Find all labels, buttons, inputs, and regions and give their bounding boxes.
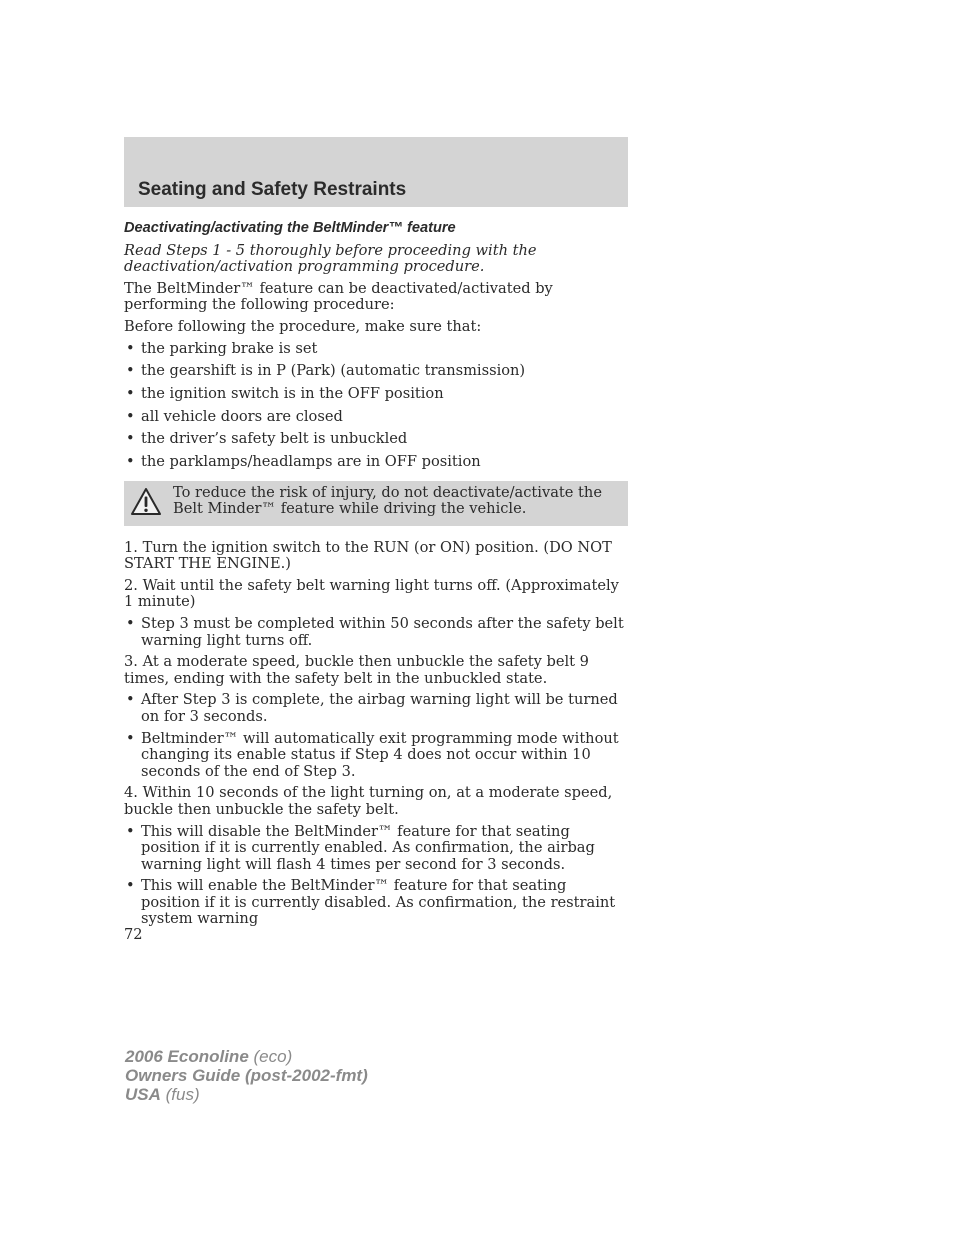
step-2-notes: [124, 616, 628, 649]
intro-paragraph: Read Steps 1 - 5 thoroughly before proceeding with the deactivation/activation programming procedure.: [124, 241, 537, 276]
page-content: [124, 220, 628, 933]
step-4: 4. Within 10 seconds of the light turning on, at a moderate speed, buckle then unbuckle the safety belt.: [124, 784, 613, 818]
bullet-icon: •: [126, 362, 135, 380]
list-item: • After Step 3 is complete, the airbag warning light will be turned on for 3 seconds.: [126, 691, 618, 725]
bullet-icon: •: [126, 822, 135, 840]
list-item: • This will enable the BeltMinder™ feature for that seating position if it is currently disabled. As confirmation, the restraint system warning: [126, 877, 616, 928]
paragraph-1: The BeltMinder™ feature can be deactivated/activated by performing the following procedure:: [124, 279, 553, 314]
list-item: • the parking brake is set: [126, 339, 318, 357]
bullet-icon: •: [126, 877, 135, 895]
document-footer: [125, 1047, 368, 1104]
list-item: • the driver’s safety belt is unbuckled: [126, 430, 408, 448]
section-title: Seating and Safety Restraints: [138, 179, 407, 200]
list-item: • the gearshift is in P (Park) (automatic transmission): [126, 362, 526, 380]
conditions-list: [124, 341, 628, 471]
list-item: • Beltminder™ will automatically exit programming mode without changing its enable status if Step 4 does not occur within 10 seconds of the end of Step 3.: [126, 729, 619, 780]
list-item: • the parklamps/headlamps are in OFF position: [126, 453, 481, 470]
footer-line-region: USA (fus): [125, 1085, 200, 1104]
step-1: 1. Turn the ignition switch to the RUN (or ON) position. (DO NOT START THE ENGINE.): [124, 538, 612, 573]
step-3-notes: [124, 692, 628, 780]
bullet-icon: •: [126, 453, 135, 470]
list-item: • This will disable the BeltMinder™ feature for that seating position if it is currently enabled. As confirmation, the airbag warning light will flash 4 times per second for 3 seconds.: [126, 822, 595, 873]
footer-line-model: 2006 Econoline (eco): [125, 1047, 293, 1066]
bullet-icon: •: [126, 430, 135, 448]
bullet-icon: •: [126, 384, 135, 402]
warning-box: [124, 481, 628, 526]
section-header-band: [124, 137, 628, 207]
page-number: 72: [124, 926, 143, 943]
step-2: 2. Wait until the safety belt warning light turns off. (Approximately 1 minute): [124, 576, 619, 611]
warning-triangle-icon: [130, 487, 162, 517]
bullet-icon: •: [126, 691, 135, 709]
step-4-notes: [124, 824, 628, 929]
subsection-title: Deactivating/activating the BeltMinder™ feature: [124, 220, 456, 236]
list-item: • the ignition switch is in the OFF position: [126, 384, 444, 402]
list-item: • Step 3 must be completed within 50 seconds after the safety belt warning light turns off.: [126, 614, 624, 649]
paragraph-2: Before following the procedure, make sure that:: [124, 317, 482, 335]
bullet-icon: •: [126, 339, 135, 357]
warning-text: To reduce the risk of injury, do not deactivate/activate the Belt Minder™ feature while driving the vehicle.: [173, 483, 602, 518]
footer-line-guide: Owners Guide (post-2002-fmt): [125, 1066, 368, 1085]
bullet-icon: •: [126, 407, 135, 425]
list-item: • all vehicle doors are closed: [126, 407, 343, 425]
bullet-icon: •: [126, 614, 135, 632]
bullet-icon: •: [126, 729, 135, 747]
step-3: 3. At a moderate speed, buckle then unbuckle the safety belt 9 times, ending with the safety belt in the unbuckled state.: [124, 653, 589, 687]
